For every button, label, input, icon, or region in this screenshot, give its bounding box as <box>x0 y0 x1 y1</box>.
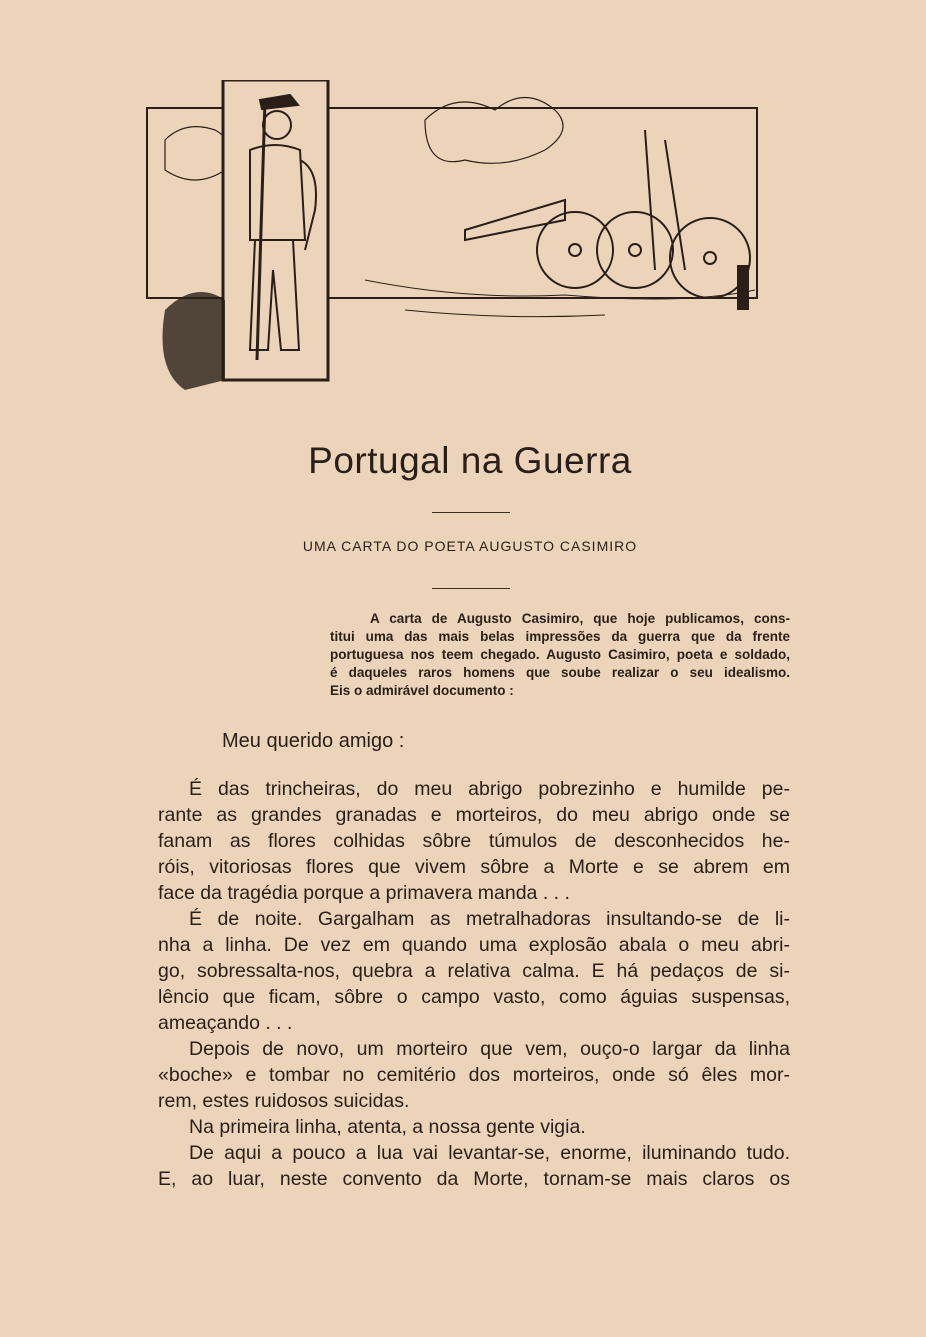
body-line: go, sobressalta-nos, quebra a relativa calma. E há pedaços de si- <box>158 960 790 982</box>
body-line: fanam as flores colhidas sôbre túmulos de desconhecidos he- <box>158 830 790 852</box>
soldier-artillery-illustration-icon <box>125 80 775 400</box>
subtitle-divider <box>432 588 510 589</box>
abstract-line: Eis o admirável documento : <box>330 683 514 698</box>
letter-body <box>158 776 790 1192</box>
body-line: lêncio que ficam, sôbre o campo vasto, como águias suspensas, <box>158 986 790 1008</box>
article-abstract <box>330 610 790 700</box>
body-line: De aqui a pouco a lua vai levantar-se, enorme, iluminando tudo. <box>189 1142 790 1164</box>
body-line: face da tragédia porque a primavera manda . . . <box>158 882 570 904</box>
body-line: ameaçando . . . <box>158 1012 293 1034</box>
article-subtitle: UMA CARTA DO POETA AUGUSTO CASIMIRO <box>302 538 638 554</box>
body-line: nha a linha. De vez em quando uma explosão abala o meu abri- <box>158 934 790 956</box>
body-line: Depois de novo, um morteiro que vem, ouço-o largar da linha <box>189 1038 790 1060</box>
body-line: E, ao luar, neste convento da Morte, tornam-se mais claros os <box>158 1168 790 1190</box>
body-line: É de noite. Gargalham as metralhadoras insultando-se de li- <box>189 908 790 930</box>
title-divider <box>432 512 510 513</box>
abstract-line: A carta de Augusto Casimiro, que hoje publicamos, cons- <box>370 611 790 626</box>
body-line: rante as grandes granadas e morteiros, do meu abrigo onde se <box>158 804 790 826</box>
abstract-line: portuguesa nos teem chegado. Augusto Casimiro, poeta e soldado, <box>330 647 790 662</box>
body-line: «boche» e tombar no cemitério dos morteiros, onde só êles mor- <box>158 1064 790 1086</box>
body-line: róis, vitoriosas flores que vivem sôbre a Morte e se abrem em <box>158 856 790 878</box>
article-title: Portugal na Guerra <box>308 440 632 481</box>
abstract-line: titui uma das mais belas impressões da guerra que da frente <box>330 629 790 644</box>
body-line: É das trincheiras, do meu abrigo pobrezinho e humilde pe- <box>189 778 790 800</box>
letter-salutation: Meu querido amigo : <box>222 730 405 752</box>
body-line: Na primeira linha, atenta, a nossa gente vigia. <box>189 1116 586 1138</box>
body-line: rem, estes ruidosos suicidas. <box>158 1090 410 1112</box>
abstract-line: é daqueles raros homens que soube realizar o seu idealismo. <box>330 665 790 680</box>
header-illustration <box>125 80 775 400</box>
